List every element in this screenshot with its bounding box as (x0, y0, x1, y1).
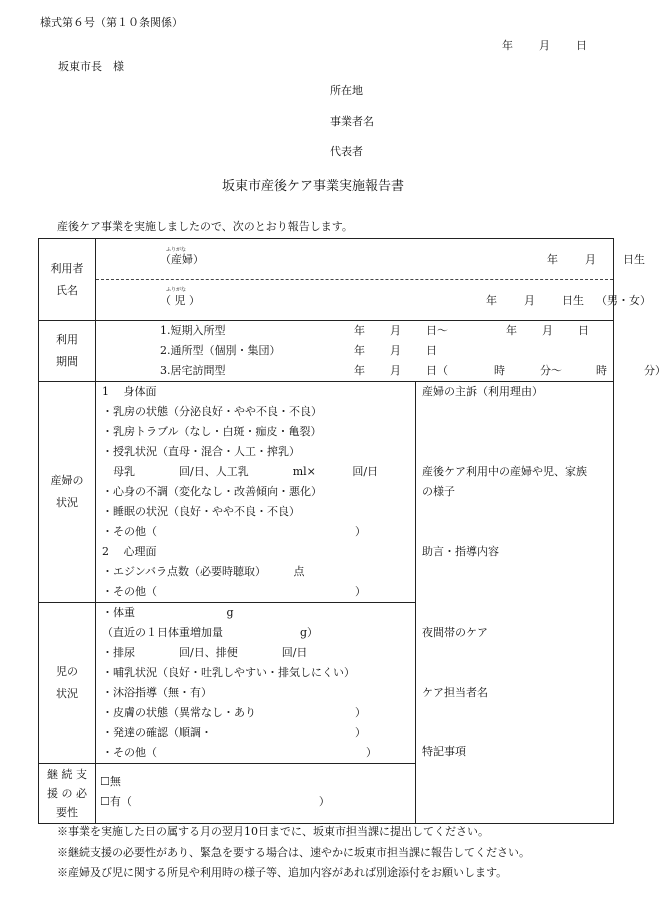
support-label-cell (39, 764, 96, 824)
mother-birth-year: 年 (547, 253, 558, 266)
child-status-label-1: 児の (56, 665, 78, 678)
period-label-cell (39, 321, 96, 382)
period-1-day: 日〜 (426, 324, 448, 337)
period-1-end-month: 月 (542, 324, 553, 337)
support-cell (96, 764, 416, 824)
applicant-address-label: 所在地 (330, 84, 363, 97)
mother-breast-trouble: ・乳房トラブル（なし・白斑・痂皮・亀裂） (102, 425, 322, 438)
report-table (38, 238, 666, 824)
user-label-1: 利用者 (50, 261, 84, 275)
footnote-3: ※産婦及び児に関する所見や利用時の様子等、追加内容があれば別途添付をお願いします。 (57, 866, 508, 879)
date-month: 月 (539, 39, 550, 52)
period-type-day-visit: 2.通所型（個別・集団） (160, 344, 281, 357)
child-excretion: ・排尿 回/日、排便 回/日 (102, 646, 308, 659)
intro-text: 産後ケア事業を実施しましたので、次のとおり報告します。 (57, 220, 353, 233)
mother-psychological-other: ・その他（ ） (102, 585, 366, 598)
guidance-label: 助言・指導内容 (422, 545, 499, 558)
footnote-2: ※継続支援の必要性があり、緊急を要する場合は、速やかに坂東市担当課に報告してください。 (57, 846, 530, 859)
support-yes-checkbox[interactable]: ☐有（ ） (100, 795, 330, 808)
child-status-label-cell (39, 603, 96, 764)
child-weight-gain: （直近の１日体重増加量 g） (102, 626, 319, 639)
period-3-minute-to: 分） (644, 364, 666, 377)
mother-condition: ・心身の不調（変化なし・改善傾向・悪化） (102, 485, 322, 498)
period-2-day: 日 (426, 344, 437, 357)
period-3-hour: 時 (494, 364, 505, 377)
mother-sleep: ・睡眠の状況（良好・やや不良・不良） (102, 505, 300, 518)
special-notes-label: 特記事項 (422, 745, 466, 758)
child-birth-year: 年 (486, 294, 497, 307)
child-birth-month: 月 (524, 294, 535, 307)
period-3-minute-from: 分〜 (540, 364, 562, 377)
child-development: ・発達の確認（順調・ ） (102, 726, 366, 739)
mother-birth-day: 日生 (623, 253, 645, 266)
period-1-year: 年 (354, 324, 365, 337)
night-care-label: 夜間帯のケア (422, 626, 488, 639)
user-name-cell (96, 239, 651, 321)
mother-psychological-heading: 2 心理面 (102, 545, 157, 558)
mother-status-label-1: 産婦の (50, 474, 84, 487)
child-status-cell (96, 603, 416, 764)
user-label-cell (39, 239, 96, 321)
mother-feeding-status: ・授乳状況（直母・混合・人工・搾乳） (102, 445, 300, 458)
mother-physical-other: ・その他（ ） (102, 525, 366, 538)
child-birth-day: 日生 (562, 294, 584, 307)
mother-name-label: （産婦） (160, 253, 204, 266)
period-label-2: 期間 (56, 355, 78, 368)
mother-breast-state: ・乳房の状態（分泌良好・やや不良・不良） (102, 405, 322, 418)
mother-feeding-amount: 母乳 回/日、人工乳 ml× 回/日 (102, 465, 379, 478)
mother-edinburgh-score: ・エジンバラ点数（必要時聴取） 点 (102, 565, 305, 578)
period-3-day: 日（ (426, 364, 448, 377)
addressee: 坂東市長 様 (58, 60, 124, 73)
child-other: ・その他（ ） (102, 746, 377, 759)
child-sex-options: （男・女） (596, 294, 651, 307)
child-feeding: ・哺乳状況（良好・吐乳しやすい・排気しにくい） (102, 666, 355, 679)
during-care-label: 産後ケア利用中の産婦や児、家族 (422, 465, 587, 478)
date-day: 日 (576, 39, 587, 52)
mother-furigana: ふりがな (166, 247, 187, 253)
period-cell (96, 321, 666, 382)
period-type-short-stay: 1.短期入所型 (160, 324, 226, 337)
support-label-3: 要性 (56, 806, 78, 819)
applicant-company-label: 事業者名 (330, 115, 374, 128)
child-furigana: ふりがな (166, 287, 187, 293)
period-3-year: 年 (354, 364, 365, 377)
mother-status-label-cell (39, 382, 96, 603)
support-label-1: 継 続 支 (47, 768, 87, 781)
date-year: 年 (502, 39, 513, 52)
form-number: 様式第６号（第１０条関係） (40, 16, 183, 29)
user-label-2: 氏名 (56, 283, 78, 297)
period-2-year: 年 (354, 344, 365, 357)
period-label-1: 利用 (56, 333, 78, 346)
care-staff-label: ケア担当者名 (422, 686, 488, 699)
mother-birth-month: 月 (585, 253, 596, 266)
child-skin: ・皮膚の状態（異常なし・あり ） (102, 706, 366, 719)
mother-status-cell (96, 382, 416, 603)
footnote-1: ※事業を実施した日の属する月の翌月10日までに、坂東市担当課に提出してください。 (57, 825, 489, 838)
period-type-home-visit: 3.居宅訪問型 (160, 364, 226, 377)
support-none-checkbox[interactable]: ☐無 (100, 775, 121, 788)
period-3-month: 月 (390, 364, 401, 377)
mother-status-label-2: 状況 (56, 496, 78, 509)
mother-physical-heading: 1 身体面 (102, 385, 157, 398)
child-status-label-2: 状況 (56, 687, 78, 700)
period-2-month: 月 (390, 344, 401, 357)
period-1-end-year: 年 (506, 324, 517, 337)
period-3-hour-to: 時 (596, 364, 607, 377)
right-notes-cell (416, 382, 614, 824)
child-name-label: （ 児 ） (160, 294, 200, 307)
complaint-label: 産婦の主訴（利用理由） (422, 385, 543, 398)
support-label-2: 援 の 必 (47, 787, 87, 800)
applicant-representative-label: 代表者 (330, 145, 363, 158)
during-care-label-2: の様子 (422, 485, 455, 498)
child-weight: ・体重 g (102, 606, 234, 619)
period-1-end-day: 日 (578, 324, 589, 337)
document-title: 坂東市産後ケア事業実施報告書 (222, 179, 405, 194)
child-bathing: ・沐浴指導（無・有） (102, 686, 212, 699)
period-1-month: 月 (390, 324, 401, 337)
